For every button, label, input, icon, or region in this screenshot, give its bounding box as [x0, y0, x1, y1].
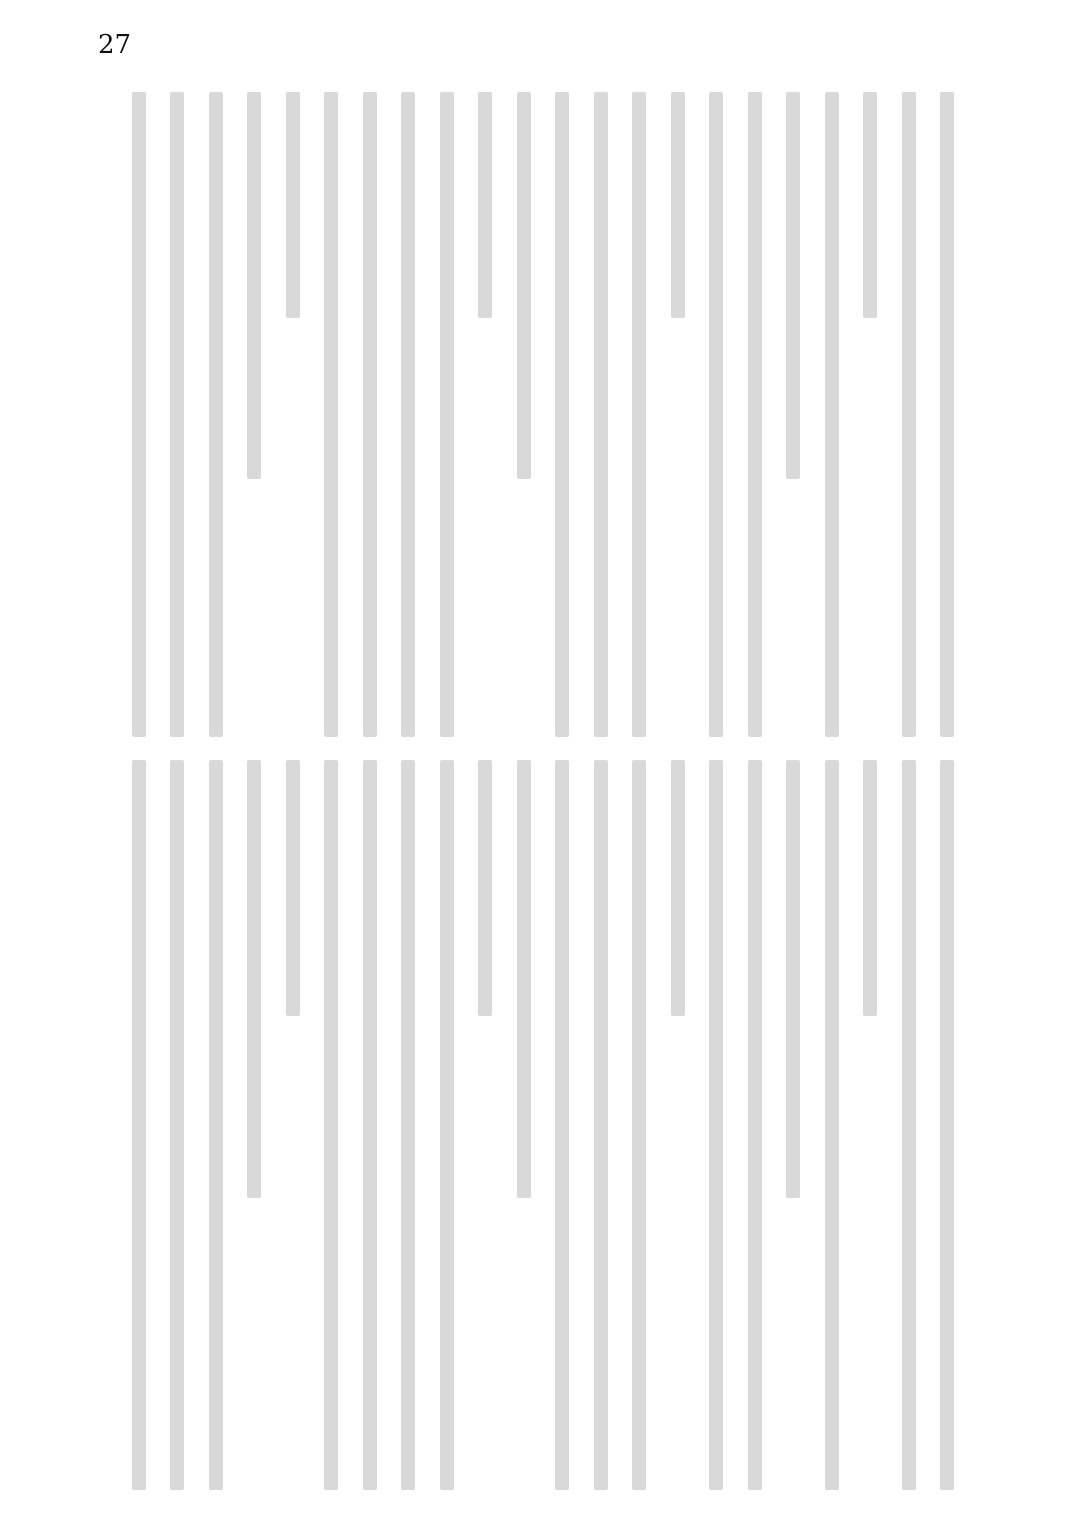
redacted-text-column	[863, 92, 877, 318]
redacted-text-column	[440, 760, 454, 1490]
redacted-text-column	[440, 92, 454, 737]
redacted-text-column	[517, 92, 531, 479]
redacted-text-column	[517, 760, 531, 1198]
redacted-text-column	[324, 760, 338, 1490]
redacted-text-column	[170, 760, 184, 1490]
redacted-text-column	[863, 760, 877, 1016]
redacted-text-column	[286, 92, 300, 318]
redacted-text-column	[709, 760, 723, 1490]
redacted-text-column	[401, 92, 415, 737]
redacted-text-column	[709, 92, 723, 737]
redacted-text-column	[478, 760, 492, 1016]
redacted-text-column	[363, 92, 377, 737]
redacted-text-column	[209, 92, 223, 737]
lower-text-block	[100, 760, 960, 1495]
redacted-text-column	[209, 760, 223, 1490]
redacted-text-column	[132, 760, 146, 1490]
redacted-text-column	[748, 760, 762, 1490]
redacted-text-column	[940, 760, 954, 1490]
upper-text-block	[100, 92, 960, 742]
redacted-text-column	[671, 92, 685, 318]
redacted-text-column	[286, 760, 300, 1016]
redacted-text-column	[247, 760, 261, 1198]
redacted-text-column	[132, 92, 146, 737]
page-number: 27	[98, 30, 132, 60]
redacted-text-column	[632, 92, 646, 737]
redacted-text-column	[247, 92, 261, 479]
redacted-text-column	[825, 92, 839, 737]
redacted-text-column	[363, 760, 377, 1490]
redacted-text-column	[748, 92, 762, 737]
redacted-text-column	[594, 760, 608, 1490]
redacted-text-column	[555, 92, 569, 737]
redacted-text-column	[555, 760, 569, 1490]
redacted-text-column	[786, 92, 800, 479]
redacted-text-column	[324, 92, 338, 737]
redacted-text-column	[401, 760, 415, 1490]
redacted-text-column	[940, 92, 954, 737]
redacted-text-column	[594, 92, 608, 737]
redacted-text-column	[902, 92, 916, 737]
redacted-text-column	[825, 760, 839, 1490]
redacted-text-column	[478, 92, 492, 318]
redacted-text-column	[786, 760, 800, 1198]
redacted-text-column	[671, 760, 685, 1016]
redacted-text-column	[902, 760, 916, 1490]
redacted-text-column	[632, 760, 646, 1490]
redacted-text-column	[170, 92, 184, 737]
